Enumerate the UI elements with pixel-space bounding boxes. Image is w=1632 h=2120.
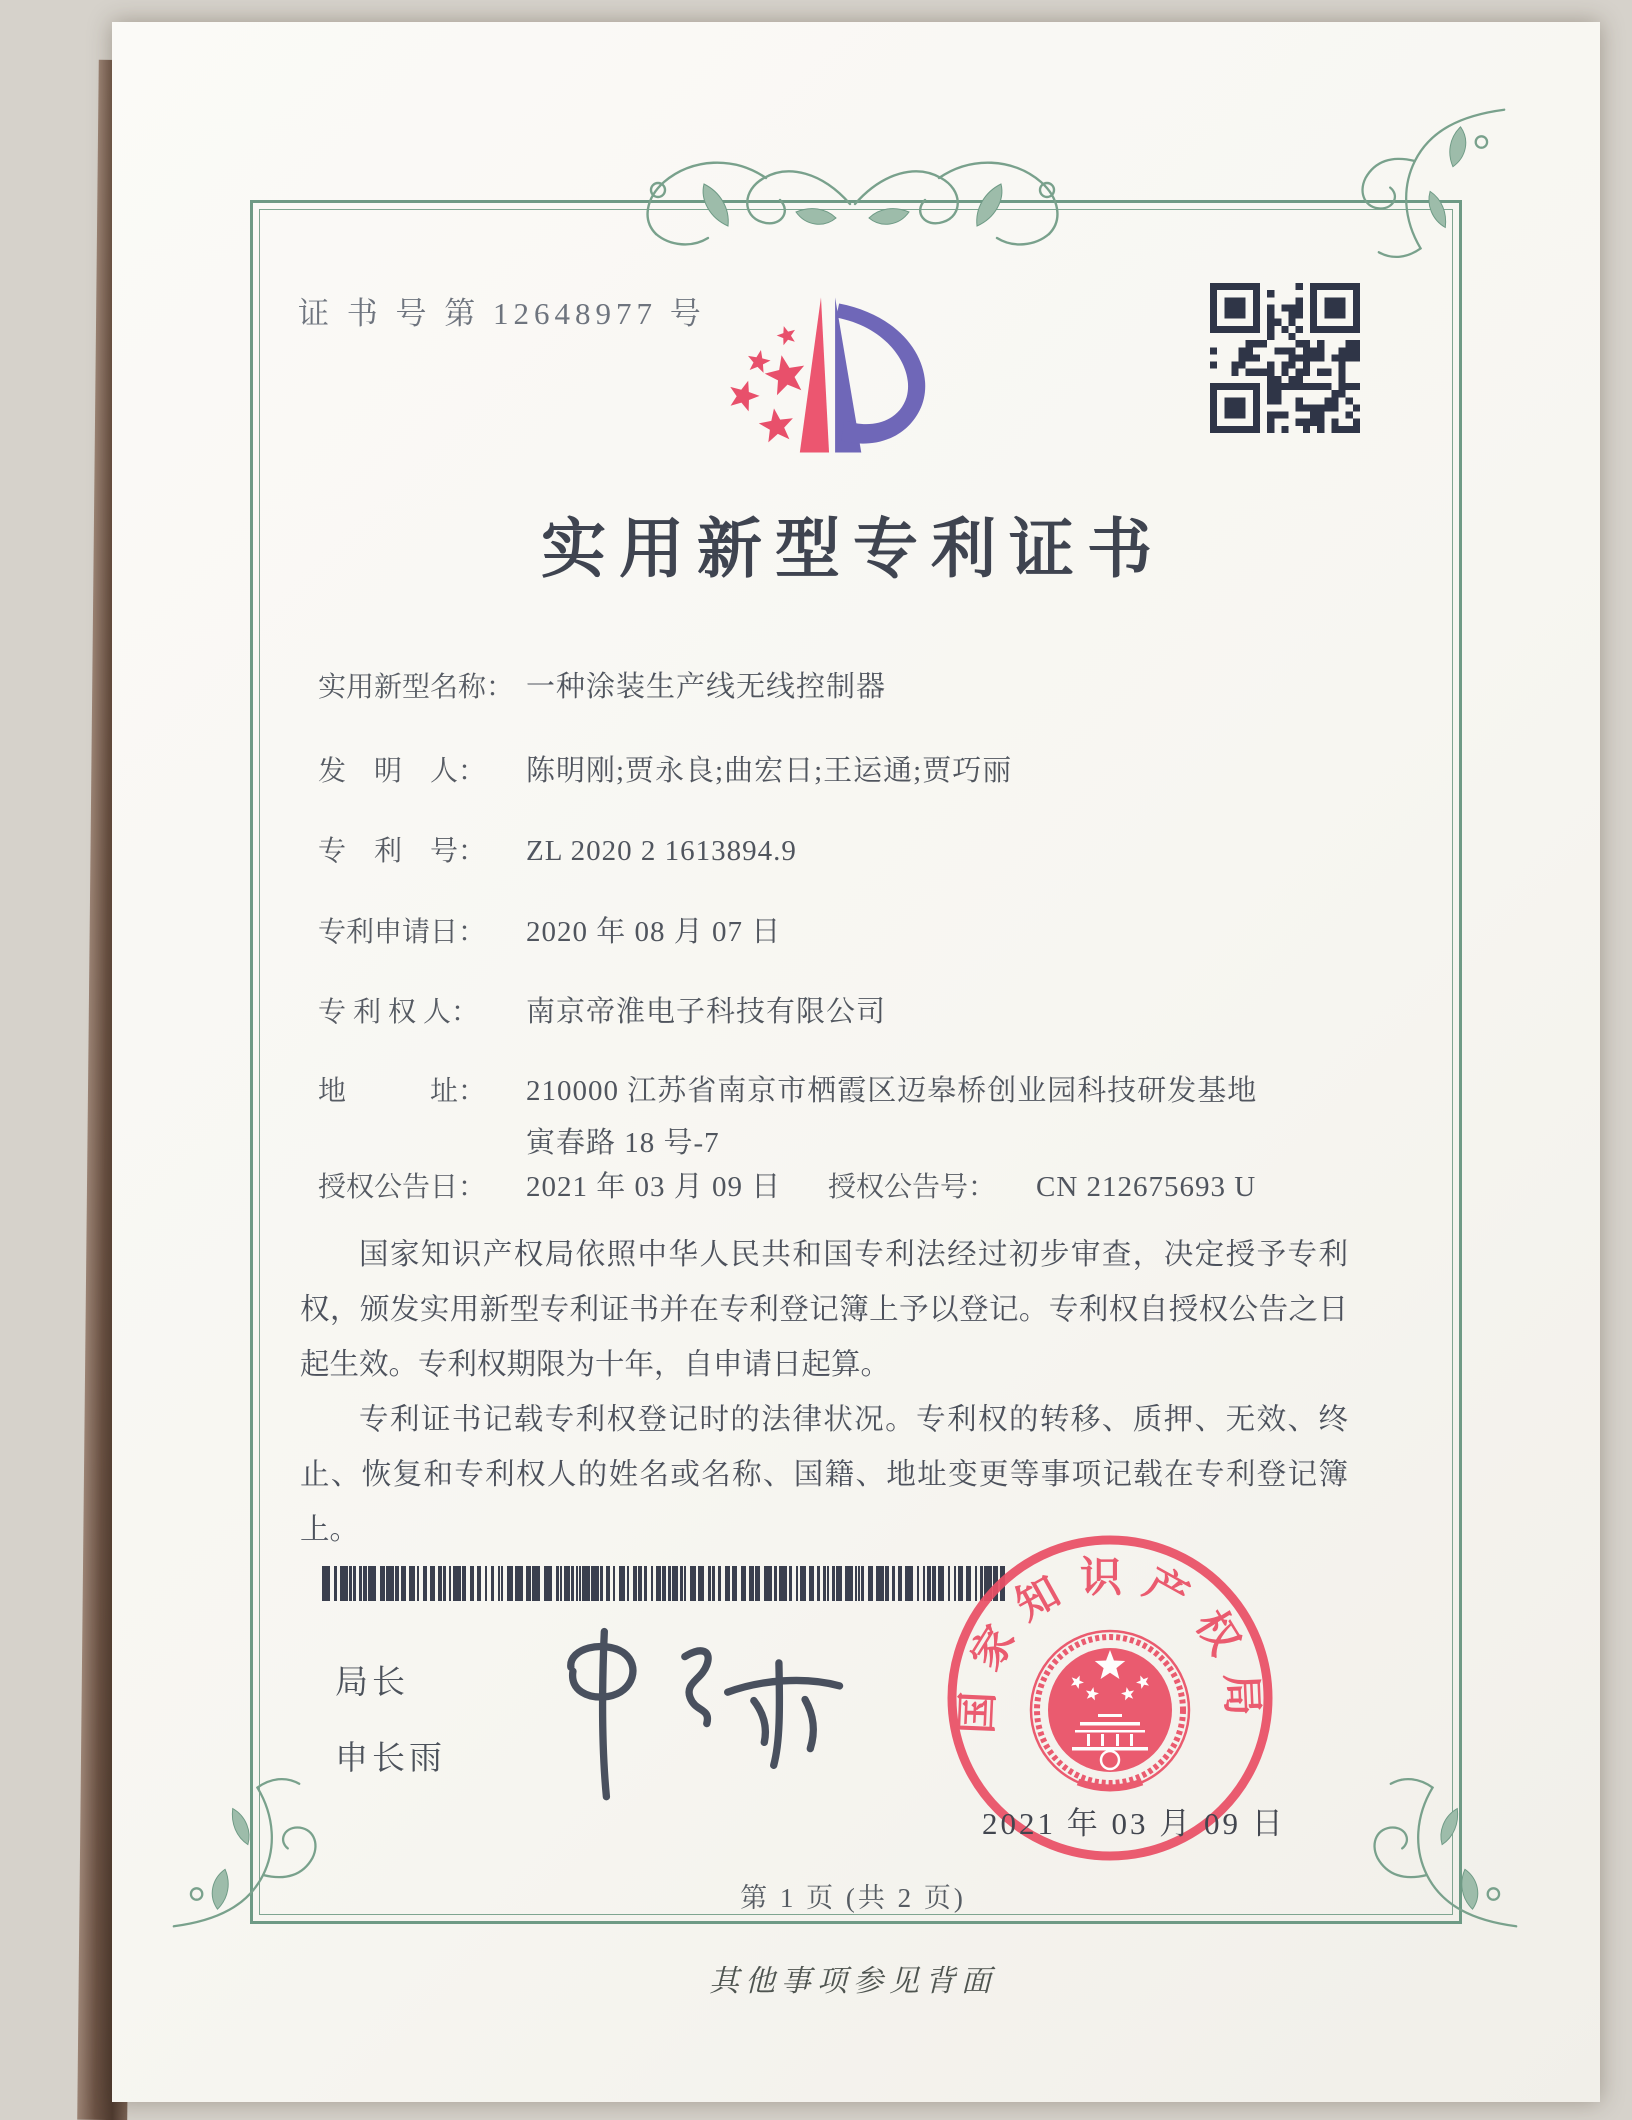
legal-paragraph-1: 国家知识产权局依照中华人民共和国专利法经过初步审查，决定授予专利权，颁发实用新型专利证书并在专利登记簿上予以登记。专利权自授权公告之日起生效。专利权期限为十年，自申请日起算。 [300,1239,1348,1381]
field-value: 南京帝淮电子科技有限公司 [526,996,887,1028]
field-name [318,664,886,705]
field-label: 授权公告日： [318,1172,487,1203]
logo-p-bowl [836,303,925,443]
seal-text: 国家知识产权局 [954,1555,1266,1735]
director-title: 局长 [335,1665,409,1701]
field-label: 地 址： [318,1076,487,1107]
seal-date: 2021 年 03 月 09 日 [982,1806,1286,1841]
certificate-number: 证 书 号 第 12648977 号 [298,296,706,331]
field-label: 发 明 人： [318,756,487,787]
director-signature-icon [505,1616,850,1806]
field-value: CN 212675693 U [1036,1171,1257,1203]
cnipa-logo-icon [682,266,964,494]
field-label: 专 利 号： [318,836,487,867]
legal-text [300,1228,1348,1558]
field-label: 授权公告号： [828,1172,997,1203]
field-patentee [318,989,886,1030]
field-address-line2: 寅春路 18 号-7 [526,1127,720,1159]
field-grant [318,1164,1338,1205]
certificate-title: 实用新型专利证书 [540,514,1165,586]
field-label: 实用新型名称： [318,672,515,703]
logo-stars [730,326,804,442]
logo-red-triangle [800,297,829,452]
field-address [318,1068,1257,1109]
field-value: 2021 年 03 月 09 日 [526,1171,782,1203]
field-inventors [318,748,1012,789]
field-patent-number [318,829,797,869]
qr-code-icon [1210,283,1360,433]
legal-paragraph-2: 专利证书记载专利权登记时的法律状况。专利权的转移、质押、无效、终止、恢复和专利权人的姓名或名称、国籍、地址变更等事项记载在专利登记簿上。 [300,1404,1348,1546]
field-label: 专 利 权 人： [318,997,480,1028]
page-number: 第 1 页 (共 2 页) [740,1883,966,1913]
field-label: 专利申请日： [318,917,487,948]
seal-national-emblem [1031,1631,1189,1789]
field-value: 一种涂装生产线无线控制器 [526,671,887,703]
barcode-icon [322,1566,1010,1601]
field-value: ZL 2020 2 1613894.9 [526,835,797,867]
field-value: 210000 江苏省南京市栖霞区迈皋桥创业园科技研发基地 [526,1075,1258,1107]
director-name: 申长雨 [335,1741,446,1777]
back-side-note: 其他事项参见背面 [709,1965,997,1998]
field-value: 2020 年 08 月 07 日 [526,916,782,948]
field-value: 陈明刚;贾永良;曲宏日;王运通;贾巧丽 [526,755,1013,787]
field-filing-date [318,909,781,950]
